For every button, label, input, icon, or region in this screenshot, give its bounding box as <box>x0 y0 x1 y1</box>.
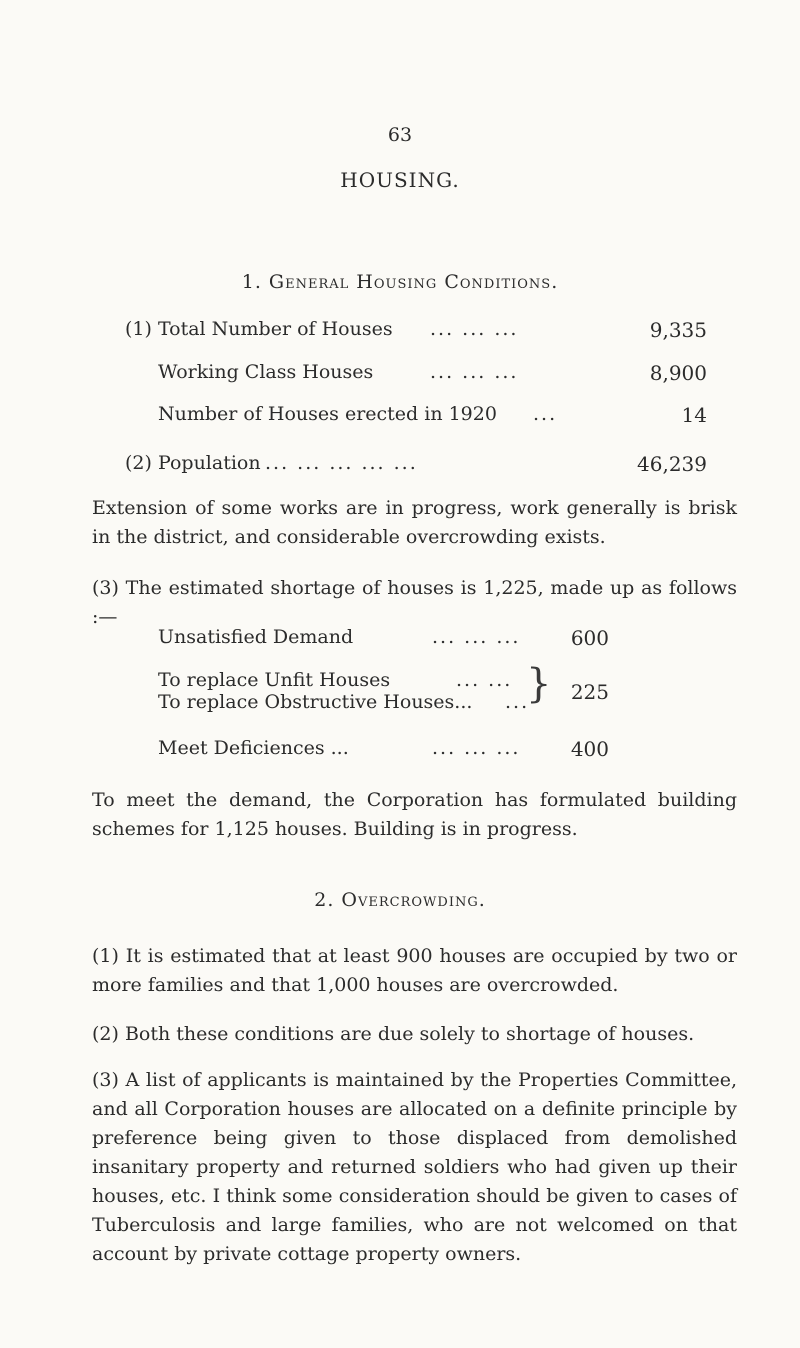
row-label-working-class: Working Class Houses <box>158 361 374 383</box>
row-leader-dots: ... ... ... <box>432 737 521 759</box>
section-heading-overcrowding: 2. Overcrowding. <box>314 889 486 911</box>
shortage-label-unsatisfied: Unsatisfied Demand <box>158 626 354 648</box>
shortage-value-deficiences: 400 <box>570 737 609 761</box>
paragraph-overcrowding-1: (1) It is estimated that at least 900 houses are occupied by two or more families and that 1,000 houses are overcrowded. <box>92 945 737 996</box>
row-leader-dots: ... <box>533 403 558 425</box>
row-value-erected-1920: 14 <box>681 403 707 427</box>
right-brace: } <box>526 661 552 707</box>
page-number: 63 <box>387 124 413 146</box>
paragraph-schemes: To meet the demand, the Corporation has formulated building schemes for 1,125 houses. Building is in progress. <box>92 789 737 840</box>
row-leader-dots: ... ... <box>456 669 513 691</box>
page-title: HOUSING. <box>340 168 460 192</box>
row-value-population: 46,239 <box>637 452 707 476</box>
section-heading-general-housing: 1. General Housing Conditions. <box>241 271 559 293</box>
row-leader-dots: ... ... ... <box>430 318 519 340</box>
shortage-label-obstructive: To replace Obstructive Houses... <box>158 691 473 713</box>
row-label-total-houses: (1) Total Number of Houses <box>125 318 393 340</box>
row-leader-dots: ... ... ... <box>432 626 521 648</box>
paragraph-overcrowding-2: (2) Both these conditions are due solely to shortage of houses. <box>92 1023 695 1045</box>
shortage-label-deficiences: Meet Deficiences ... <box>158 737 349 759</box>
row-value-total-houses: 9,335 <box>649 318 707 342</box>
shortage-label-unfit: To replace Unfit Houses <box>158 669 391 691</box>
paragraph-extension: Extension of some works are in progress, work generally is brisk in the district, and considerable overcrowding exists. <box>92 497 737 548</box>
row-leader-dots: ... <box>505 691 530 713</box>
row-label-erected-1920: Number of Houses erected in 1920 <box>158 403 497 425</box>
paragraph-shortage: (3) The estimated shortage of houses is 1,225, made up as follows :— <box>92 577 737 628</box>
row-leader-dots: ... ... ... <box>430 361 519 383</box>
shortage-value-replace: 225 <box>570 680 609 704</box>
row-label-population: (2) Population <box>125 452 261 474</box>
row-value-working-class: 8,900 <box>649 361 707 385</box>
paragraph-overcrowding-3: (3) A list of applicants is maintained by the Properties Committee, and all Corporation houses are allocated on a definite principle by preference being given to those displaced from demolished insanitary property and returned soldiers who had given up their houses, etc. I think some consideration should be given to cases of Tuberculosis and large families, who are not welcomed on that account by private cottage property owners. <box>92 1069 737 1265</box>
row-leader-dots: ... ... ... ... ... <box>265 452 418 474</box>
shortage-value-unsatisfied: 600 <box>570 626 609 650</box>
